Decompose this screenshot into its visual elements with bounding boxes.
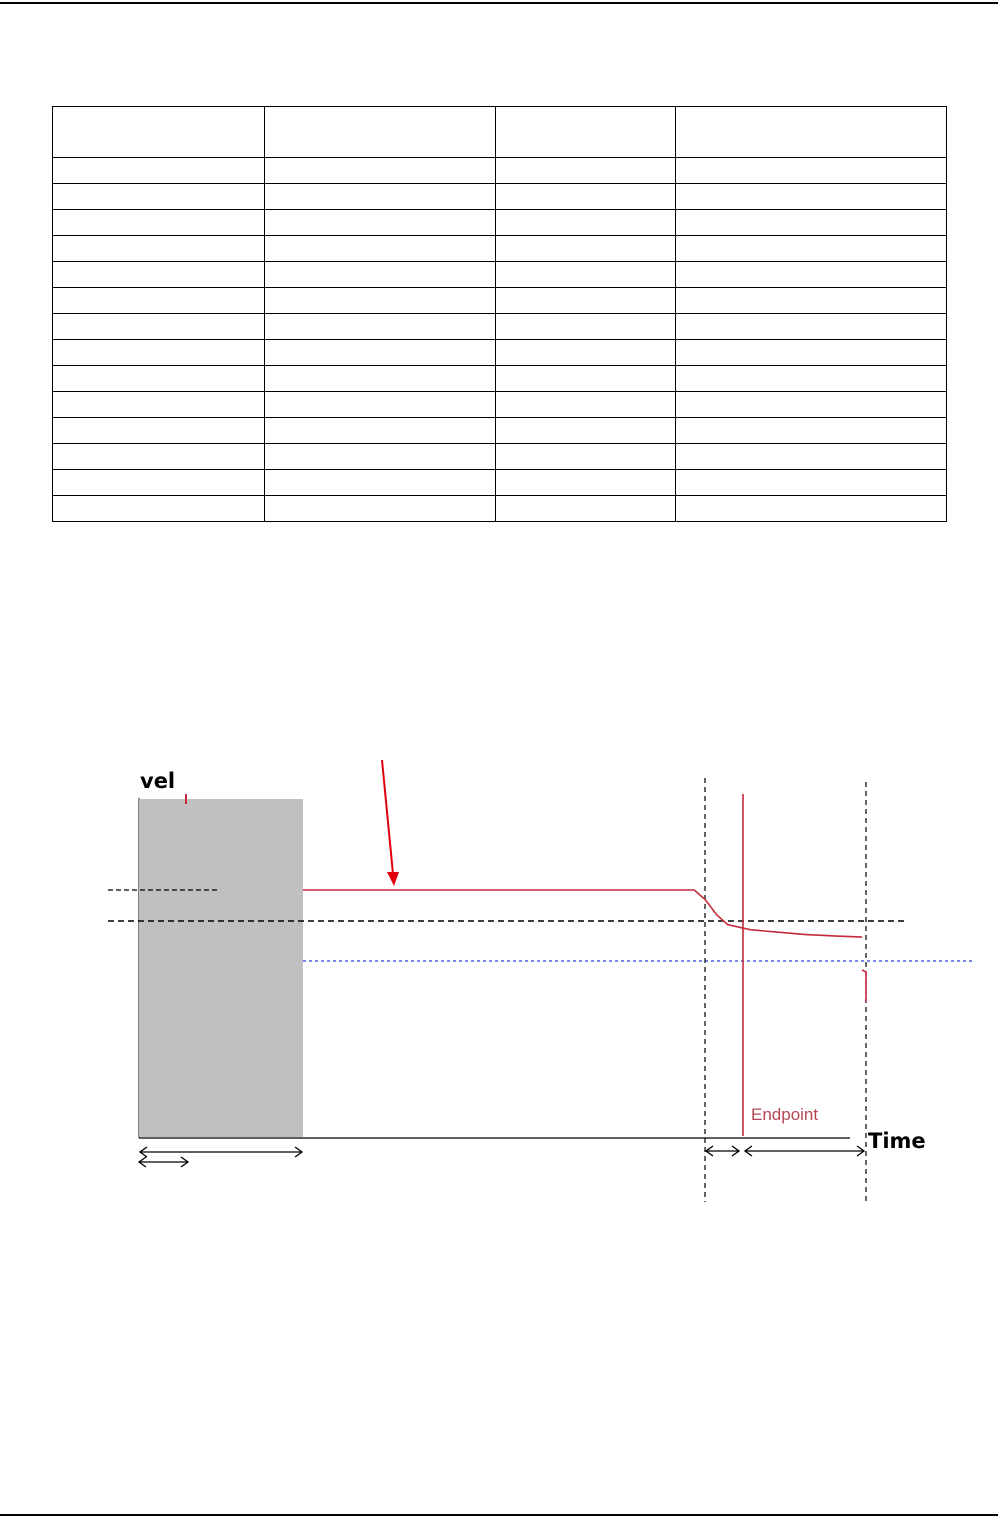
table-cell: [496, 340, 676, 366]
table-cell: [496, 392, 676, 418]
table-cell: [265, 392, 496, 418]
table-body: [53, 107, 947, 522]
table-cell: [496, 366, 676, 392]
table-cell: [265, 444, 496, 470]
table-cell: [265, 366, 496, 392]
curve-tail-drop: [862, 970, 866, 1002]
table-cell: [53, 184, 265, 210]
table-row: [53, 236, 947, 262]
table-cell: [265, 210, 496, 236]
table-cell: [676, 288, 947, 314]
table-row: [53, 184, 947, 210]
table-cell: [496, 262, 676, 288]
table-cell: [676, 444, 947, 470]
table-cell: [53, 262, 265, 288]
table-header-row: [53, 107, 947, 158]
table-row: [53, 470, 947, 496]
table-cell: [676, 184, 947, 210]
gray-box: [139, 799, 303, 1137]
table-cell: [53, 288, 265, 314]
red-arrow-shaft: [382, 760, 393, 874]
table-cell: [496, 210, 676, 236]
table-row: [53, 210, 947, 236]
table-cell: [496, 314, 676, 340]
red-arrow-head: [387, 872, 399, 886]
table-cell: [676, 158, 947, 184]
table-cell: [265, 158, 496, 184]
table-cell: [265, 314, 496, 340]
table-row: [53, 314, 947, 340]
table-cell: [676, 107, 947, 158]
table-cell: [496, 107, 676, 158]
span-arrow-short: [139, 1157, 188, 1167]
table-cell: [265, 418, 496, 444]
table-cell: [53, 107, 265, 158]
table-cell: [265, 262, 496, 288]
bottom-border-rule: [0, 1514, 998, 1516]
span-arrow-gray-box: [140, 1147, 302, 1157]
table-cell: [676, 236, 947, 262]
table-row: [53, 418, 947, 444]
table-row: [53, 366, 947, 392]
table-cell: [496, 288, 676, 314]
table-row: [53, 496, 947, 522]
table-cell: [265, 184, 496, 210]
table-cell: [676, 210, 947, 236]
table-row: [53, 340, 947, 366]
table-cell: [53, 392, 265, 418]
table-row: [53, 158, 947, 184]
table-cell: [53, 418, 265, 444]
table-cell: [676, 340, 947, 366]
table-cell: [53, 314, 265, 340]
x-axis-label: Time: [868, 1129, 926, 1153]
titration-curve: [303, 890, 862, 937]
table-cell: [496, 158, 676, 184]
table-row: [53, 262, 947, 288]
table-cell: [265, 236, 496, 262]
table-cell: [496, 444, 676, 470]
span-arrow-endpoint-gap: [706, 1146, 739, 1156]
table-cell: [496, 470, 676, 496]
table-cell: [496, 236, 676, 262]
top-border-rule: [0, 2, 998, 4]
table-cell: [496, 184, 676, 210]
table-row: [53, 392, 947, 418]
table-cell: [265, 470, 496, 496]
table-cell: [53, 496, 265, 522]
table-row: [53, 444, 947, 470]
table-cell: [496, 496, 676, 522]
span-arrow-after-endpoint: [745, 1146, 864, 1156]
y-axis-label: vel: [140, 769, 176, 793]
table-cell: [676, 366, 947, 392]
table-cell: [53, 444, 265, 470]
table-cell: [53, 210, 265, 236]
table-cell: [676, 418, 947, 444]
table-cell: [265, 107, 496, 158]
table-cell: [676, 392, 947, 418]
table-cell: [265, 288, 496, 314]
table-cell: [53, 366, 265, 392]
table-cell: [53, 158, 265, 184]
data-table: [52, 106, 947, 522]
table-cell: [676, 314, 947, 340]
endpoint-label: Endpoint: [751, 1105, 819, 1124]
table-cell: [53, 340, 265, 366]
table-cell: [53, 470, 265, 496]
table-cell: [53, 236, 265, 262]
table-cell: [496, 418, 676, 444]
table-cell: [265, 496, 496, 522]
table-row: [53, 288, 947, 314]
table-cell: [676, 496, 947, 522]
table-cell: [265, 340, 496, 366]
titration-curve-figure: [0, 740, 998, 1220]
table-cell: [676, 470, 947, 496]
table-cell: [676, 262, 947, 288]
